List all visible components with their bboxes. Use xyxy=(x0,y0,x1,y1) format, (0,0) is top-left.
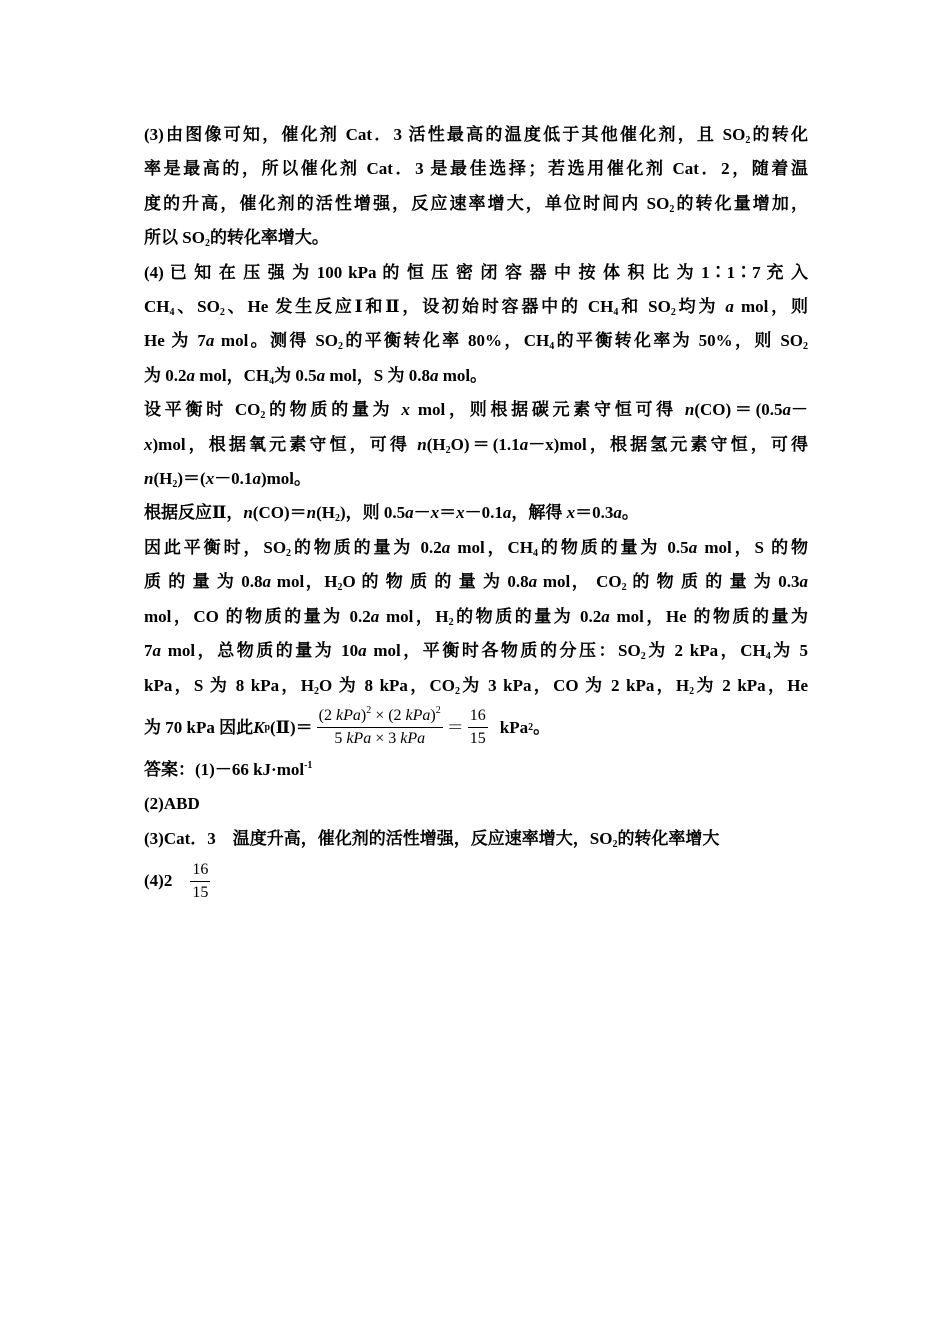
kp-numerator: (2 kPa)$^2$ × (2 kPa)$^2$ xyxy=(317,705,443,728)
text-line: 因此平衡时，$SO_2$的物质的量为 0.2a mol，$CH_4$的物质的量为 0.5a mol，S 的物 xyxy=(144,537,808,559)
text-line: He 为 7a mol。测得 $SO_2$的平衡转化率 80%，$CH_4$的平衡转化率为 50%，则 $SO_2$ xyxy=(144,331,809,353)
solution-document xyxy=(144,118,808,906)
text-line: (3)由图像可知，催化剂 Cat．3 活性最高的温度低于其他催化剂，且 $SO_2$的转化 xyxy=(144,125,809,146)
text-line: 7a mol，总物质的量为 10a mol，平衡时各物质的分压：$SO_2$为 2 kPa，$CH_4$为 5 xyxy=(144,641,809,663)
text-line: mol，CO 的物质的量为 0.2a mol，$H_2$的物质的量为 0.2a mol，He 的物质的量为 xyxy=(144,606,809,628)
kp-formula-line: 为 70 kPa 因此 K p (Ⅱ)＝ $\frac{(2 kPa)^2 \times (2 kPa)^2}{\text{5 kPa × 3 kPa}}$ ＝ $\frac{16}{15}$ kPa 2 。 xyxy=(144,703,808,753)
answer-3: (3)Cat．3 温度升高，催化剂的活性增强，反应速率增大，$SO_2$的转化率增大 xyxy=(144,828,720,850)
text-line: kPa，S 为 8 kPa，$H_2O$ 为 8 kPa，$CO_2$为 3 kPa，CO 为 2 kPa，$H_2$为 2 kPa，He xyxy=(144,675,809,697)
text-line: 所以 $SO_2$的转化率增大。 xyxy=(144,228,329,250)
kp-denominator: 5 kPa × 3 kPa xyxy=(334,730,426,748)
text-line: 根据反应Ⅱ，$n(CO)=n(H_2)$，则 0.5a－x＝x－0.1a，解得 x＝0.3a。 xyxy=(144,503,639,525)
text-line: 质 的 量 为 0.8a mol，$H_2O$ 的 物 质 的 量 为 0.8a mol， $CO_2$ 的 物 质 的 量 为 0.3a xyxy=(144,572,808,594)
text-line: 度的升高，催化剂的活性增强，反应速率增大，单位时间内 $SO_2$的转化量增加， xyxy=(144,193,808,215)
text-line: x)mol，根据氧元素守恒，可得 $n(H_2O)=(1.1a-x)mol$，根据氢元素守恒，可得 xyxy=(144,434,809,456)
answer-2: (2)ABD xyxy=(144,794,200,814)
text-line: $n(H_2)=(x-0.1a)mol$。 xyxy=(144,469,311,491)
kp-result-fraction: $\frac{16}{15}$ xyxy=(469,707,486,748)
kp-fraction xyxy=(317,705,443,750)
answer-1: 答案：(1)－66 kJ·mol$^{-1}$ xyxy=(144,759,313,779)
text-line: 率是最高的，所以催化剂 Cat．3 是最佳选择；若选用催化剂 Cat．2，随着温 xyxy=(144,159,808,179)
answer-4: (4)2 $\frac{16}{15}$ xyxy=(144,856,808,906)
answer-4-fraction: $\frac{16}{15}$ xyxy=(192,860,209,901)
text-line: 设平衡时 $CO_2$的物质的量为 x mol，则根据碳元素守恒可得 n(CO)＝(0.5a－ xyxy=(144,400,809,422)
text-line: (4) 已 知 在 压 强 为 100 kPa 的 恒 压 密 闭 容 器 中 按 体 积 比 为 1∶1∶7 充 入 xyxy=(144,262,808,282)
text-line: 为 0.2a mol，$CH_4$为 0.5a mol，S 为 0.8a mol。 xyxy=(144,365,488,387)
text-line: $CH_4$、$SO_2$、He 发生反应Ⅰ和Ⅱ，设初始时容器中的 $CH_4$和 $SO_2$均为 a mol，则 xyxy=(144,297,808,319)
